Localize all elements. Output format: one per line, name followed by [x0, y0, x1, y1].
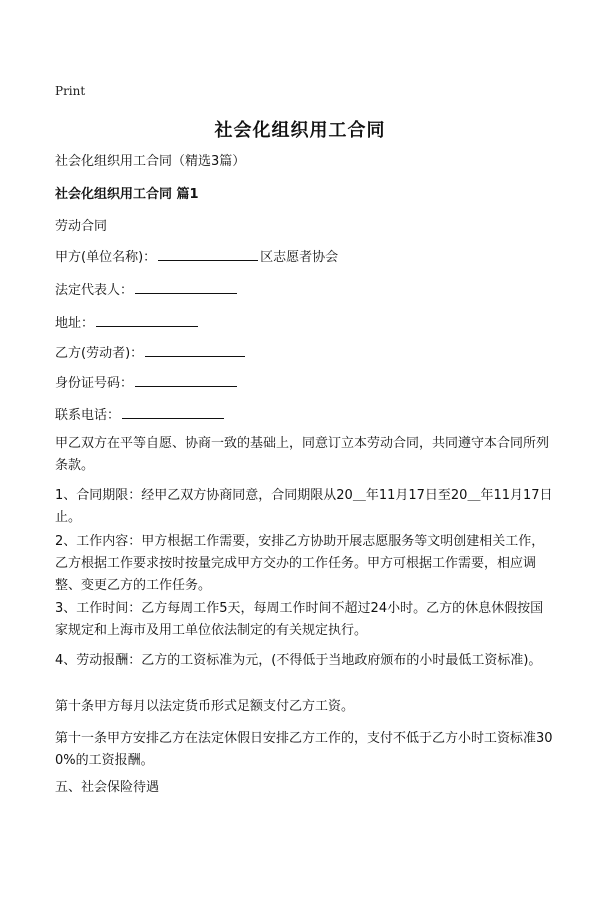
section-heading: 社会化组织用工合同 篇1 [55, 187, 199, 202]
phone-line [55, 405, 226, 426]
address-line [55, 313, 200, 334]
id-line [55, 373, 239, 394]
document-title: 社会化组织用工合同 [214, 120, 386, 141]
paragraph-article-11: 第十一条甲方安排乙方在法定休假日安排乙方工作的，支付不低于乙方小时工资标准300%的工资报酬。 [55, 731, 553, 768]
document-subtitle: 社会化组织用工合同（精选3篇） [55, 154, 246, 169]
party-b-line [55, 343, 247, 364]
legal-rep-line [55, 280, 239, 301]
address-label: 地址： [55, 316, 95, 331]
paragraph-work-hours: 3、工作时间：乙方每周工作5天，每周工作时间不超过24小时。乙方的休息休假按国家规定和上海市及用工单位依法制定的有关规定执行。 [55, 601, 544, 638]
legal-rep-blank [135, 280, 237, 294]
id-label: 身份证号码： [55, 376, 134, 391]
paragraph-pay: 4、劳动报酬：乙方的工资标准为元，(不得低于当地政府颁布的小时最低工资标准)。 [55, 653, 542, 668]
party-a-label: 甲方(单位名称)： [55, 250, 157, 265]
paragraph-article-10: 第十条甲方每月以法定货币形式足额支付乙方工资。 [55, 699, 355, 714]
phone-label: 联系电话： [55, 408, 121, 423]
address-blank [96, 313, 198, 327]
party-a-suffix: 区志愿者协会 [260, 250, 339, 265]
paragraph-agreement: 甲乙双方在平等自愿、协商一致的基础上，同意订立本劳动合同，共同遵守本合同所列条款。 [55, 436, 550, 473]
party-a-line [55, 247, 338, 268]
party-a-blank [158, 247, 258, 261]
paragraph-work-content: 2、工作内容：甲方根据工作需要，安排乙方协助开展志愿服务等文明创建相关工作，乙方根据工作要求按时按量完成甲方交办的工作任务。甲方可根据工作需要，相应调整、变更乙方的工作任务。 [55, 534, 545, 593]
contract-name: 劳动合同 [55, 219, 108, 234]
id-blank [135, 373, 237, 387]
party-b-label: 乙方(劳动者)： [55, 346, 144, 361]
print-label: Print [55, 84, 86, 98]
legal-rep-label: 法定代表人： [55, 283, 134, 298]
party-b-blank [145, 343, 245, 357]
paragraph-term: 1、合同期限：经甲乙双方协商同意，合同期限从20＿年11月17日至20＿年11月17日止。 [55, 488, 553, 525]
phone-blank [122, 405, 224, 419]
paragraph-social-insurance: 五、社会保险待遇 [55, 780, 160, 795]
